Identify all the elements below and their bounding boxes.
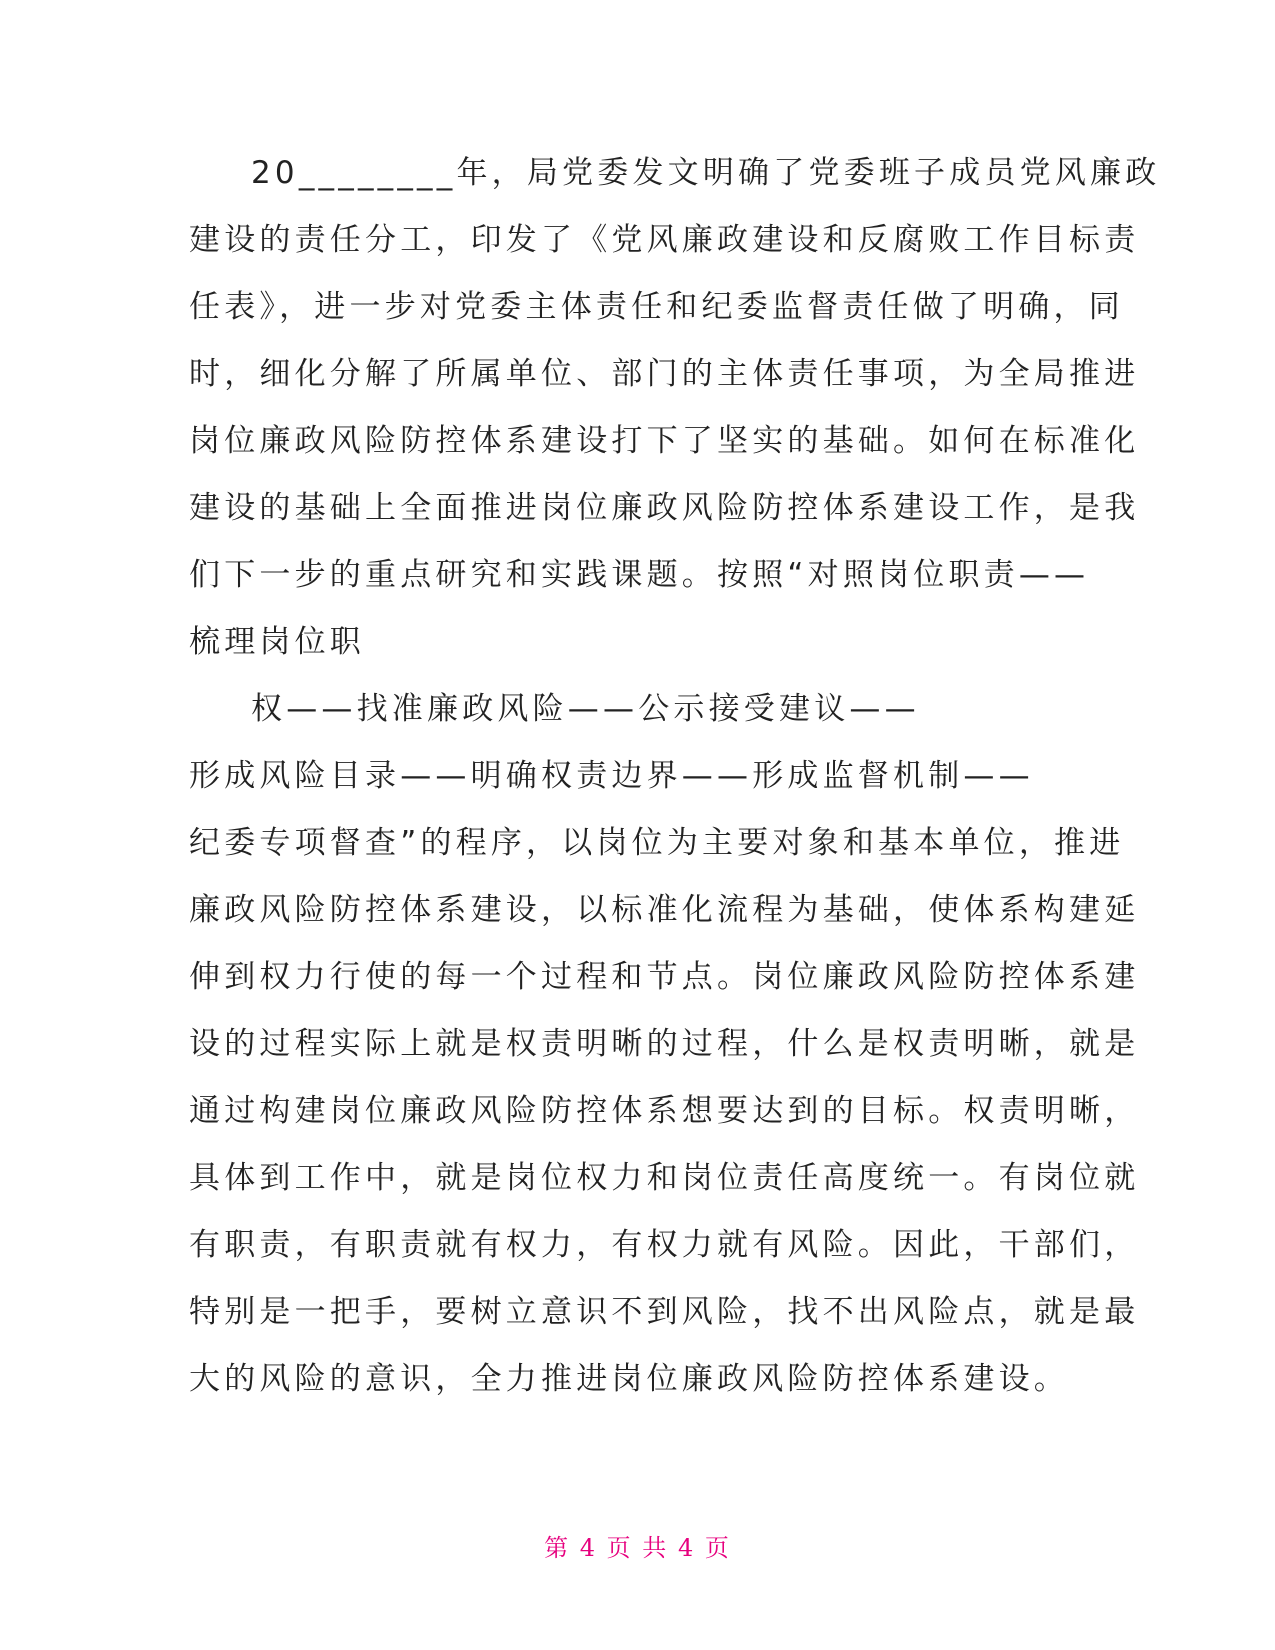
paragraph-line: 通过构建岗位廉政风险防控体系想要达到的目标。权责明晰， (189, 1093, 1140, 1129)
paragraph-line: 任表》，进一步对党委主体责任和纪委监督责任做了明确，同 (189, 289, 1124, 325)
paragraph-line: 岗位廉政风险防控体系建设打下了坚实的基础。如何在标准化 (189, 423, 1140, 459)
document-body (189, 140, 1161, 1413)
paragraph-line: 设的过程实际上就是权责明晰的过程，什么是权责明晰，就是 (189, 1026, 1140, 1062)
paragraph-line: 建设的基础上全面推进岗位廉政风险防控体系建设工作，是我 (189, 490, 1140, 526)
paragraph-line: 20________年，局党委发文明确了党委班子成员党风廉政 (251, 155, 1161, 191)
paragraph-line: 纪委专项督查”的程序，以岗位为主要对象和基本单位，推进 (189, 825, 1125, 861)
paragraph-line: 梳理岗位职 (189, 624, 365, 660)
paragraph-line: 具体到工作中，就是岗位权力和岗位责任高度统一。有岗位就 (189, 1160, 1140, 1196)
paragraph-line: 建设的责任分工，印发了《党风廉政建设和反腐败工作目标责 (189, 222, 1140, 258)
paragraph-line: 廉政风险防控体系建设，以标准化流程为基础，使体系构建延 (189, 892, 1140, 928)
paragraph-line: 们下一步的重点研究和实践课题。按照“对照岗位职责—— (189, 557, 1090, 593)
paragraph-line: 权——找准廉政风险——公示接受建议—— (251, 691, 920, 727)
paragraph-line: 时，细化分解了所属单位、部门的主体责任事项，为全局推进 (189, 356, 1140, 392)
paragraph-line: 有职责，有职责就有权力，有权力就有风险。因此，干部们， (189, 1227, 1140, 1263)
paragraph-line: 形成风险目录——明确权责边界——形成监督机制—— (189, 758, 1034, 794)
paragraph-line: 伸到权力行使的每一个过程和节点。岗位廉政风险防控体系建 (189, 959, 1140, 995)
paragraph-line: 大的风险的意识，全力推进岗位廉政风险防控体系建设。 (189, 1361, 1069, 1397)
page-number-footer: 第 4 页 共 4 页 (544, 1534, 731, 1562)
paragraph-line: 特别是一把手，要树立意识不到风险，找不出风险点，就是最 (189, 1294, 1140, 1330)
